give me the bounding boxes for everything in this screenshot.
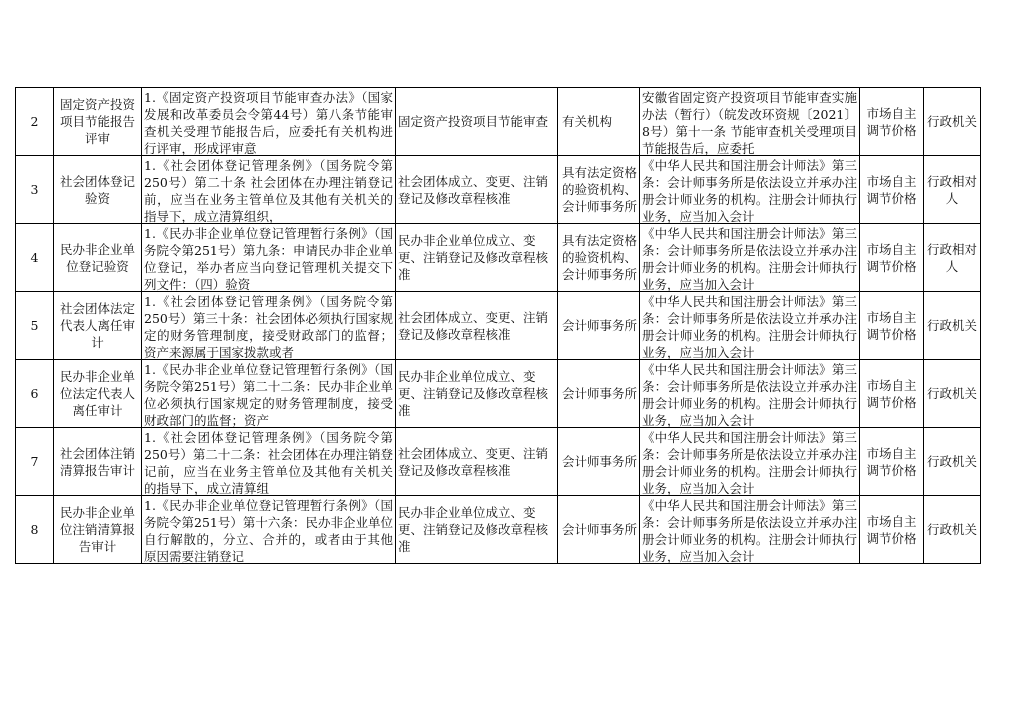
payer-type: 行政机关 xyxy=(926,114,977,129)
table-row xyxy=(16,156,981,224)
approval-project: 社会团体成立、变更、注销登记及修改章程核准 xyxy=(398,173,549,206)
service-provider: 会计师事务所 xyxy=(562,522,637,537)
approval-project-cell xyxy=(396,360,558,428)
item-number: 5 xyxy=(30,318,39,333)
approval-project: 固定资产投资项目节能审查 xyxy=(398,114,549,129)
approval-project-cell xyxy=(396,156,558,224)
approval-project-cell xyxy=(396,292,558,360)
service-provider-cell xyxy=(558,156,640,224)
pricing-method-cell xyxy=(860,292,924,360)
basis-text: 1.《社会团体登记管理条例》（国务院令第250号）第二十条 社会团体在办理注销登记前，应当在业务主管单位及其他有关机关的指导下，成立清算组织， xyxy=(144,157,393,223)
item-number-cell xyxy=(16,88,54,156)
basis-text-cell xyxy=(142,224,396,292)
table-row xyxy=(16,496,981,564)
legal-basis: 《中华人民共和国注册会计师法》第三条：会计师事务所是依法设立并承办注册会计师业务的机构。注册会计师执行业务，应当加入会计 xyxy=(642,497,857,563)
legal-basis: 《中华人民共和国注册会计师法》第三条：会计师事务所是依法设立并承办注册会计师业务的机构。注册会计师执行业务，应当加入会计 xyxy=(642,361,857,427)
legal-basis-cell xyxy=(640,88,860,156)
item-number: 4 xyxy=(30,250,39,265)
service-provider-cell xyxy=(558,428,640,496)
table-row xyxy=(16,360,981,428)
payer-type: 行政机关 xyxy=(926,454,977,469)
payer-type-cell xyxy=(924,428,981,496)
approval-project: 社会团体成立、变更、注销登记及修改章程核准 xyxy=(398,445,549,478)
payer-type-cell xyxy=(924,156,981,224)
legal-basis-cell xyxy=(640,360,860,428)
service-provider: 会计师事务所 xyxy=(562,386,637,401)
pricing-method-cell xyxy=(860,428,924,496)
payer-type-cell xyxy=(924,496,981,564)
service-provider: 会计师事务所 xyxy=(562,318,637,333)
basis-text-cell xyxy=(142,292,396,360)
payer-type: 行政机关 xyxy=(926,522,977,537)
basis-text: 1.《社会团体登记管理条例》（国务院令第250号）第二十二条：社会团体在办理注销登记前，应当在业务主管单位及其他有关机关的指导下，成立清算组 xyxy=(144,429,393,495)
item-number: 3 xyxy=(30,182,39,197)
pricing-method-cell xyxy=(860,496,924,564)
payer-type: 行政机关 xyxy=(926,318,977,333)
table-row xyxy=(16,224,981,292)
item-name: 固定资产投资项目节能报告评审 xyxy=(59,97,135,146)
item-number-cell xyxy=(16,496,54,564)
pricing-method: 市场自主调节价格 xyxy=(866,105,917,138)
basis-text: 1.《民办非企业单位登记管理暂行条例》（国务院令第251号）第九条：申请民办非企业单位登记，举办者应当向登记管理机关提交下列文件：（四）验资 xyxy=(144,225,393,291)
service-provider-cell xyxy=(558,88,640,156)
item-number: 7 xyxy=(30,454,39,469)
basis-text: 1.《民办非企业单位登记管理暂行条例》（国务院令第251号）第二十二条：民办非企业单位必须执行国家规定的财务管理制度，接受财政部门的监督；资产 xyxy=(144,361,393,427)
item-name: 社会团体登记验资 xyxy=(59,173,135,206)
item-name-cell xyxy=(54,292,142,360)
item-number: 8 xyxy=(30,522,39,537)
payer-type: 行政机关 xyxy=(926,386,977,401)
legal-basis: 《中华人民共和国注册会计师法》第三条：会计师事务所是依法设立并承办注册会计师业务的机构。注册会计师执行业务，应当加入会计 xyxy=(642,293,857,359)
item-name-cell xyxy=(54,360,142,428)
table-row xyxy=(16,292,981,360)
item-name: 民办非企业单位法定代表人离任审计 xyxy=(59,369,135,418)
basis-text-cell xyxy=(142,360,396,428)
legal-basis: 《中华人民共和国注册会计师法》第三条：会计师事务所是依法设立并承办注册会计师业务的机构。注册会计师执行业务，应当加入会计 xyxy=(642,429,857,495)
service-provider-cell xyxy=(558,360,640,428)
basis-text: 1.《民办非企业单位登记管理暂行条例》（国务院令第251号）第十六条：民办非企业单位自行解散的，分立、合并的，或者由于其他原因需要注销登记 xyxy=(144,497,393,563)
basis-text-cell xyxy=(142,88,396,156)
service-provider: 有关机构 xyxy=(562,114,613,129)
item-name: 民办非企业单位登记验资 xyxy=(59,241,135,274)
item-number-cell xyxy=(16,292,54,360)
service-provider: 会计师事务所 xyxy=(562,454,637,469)
item-number-cell xyxy=(16,224,54,292)
item-name: 社会团体法定代表人离任审计 xyxy=(59,301,135,350)
basis-text-cell xyxy=(142,496,396,564)
basis-text-cell xyxy=(142,428,396,496)
payer-type: 行政相对人 xyxy=(926,173,977,206)
item-name-cell xyxy=(54,224,142,292)
legal-basis: 安徽省固定资产投资项目节能审查实施办法（暂行）（皖发改环资规〔2021〕8号）第十一条 节能审查机关受理项目节能报告后，应委托 xyxy=(642,89,857,155)
service-provider-cell xyxy=(558,496,640,564)
approval-project: 社会团体成立、变更、注销登记及修改章程核准 xyxy=(398,309,549,342)
item-number: 6 xyxy=(30,386,39,401)
basis-text: 1.《社会团体登记管理条例》（国务院令第250号）第三十条：社会团体必须执行国家规定的财务管理制度，接受财政部门的监督；资产来源属于国家拨款或者 xyxy=(144,293,393,359)
legal-basis-cell xyxy=(640,292,860,360)
approval-project-cell xyxy=(396,428,558,496)
service-provider: 具有法定资格的验资机构、会计师事务所 xyxy=(562,165,637,214)
item-name-cell xyxy=(54,156,142,224)
payer-type-cell xyxy=(924,292,981,360)
legal-basis-cell xyxy=(640,156,860,224)
approval-project-cell xyxy=(396,88,558,156)
payer-type-cell xyxy=(924,360,981,428)
payer-type: 行政相对人 xyxy=(926,241,977,274)
pricing-method: 市场自主调节价格 xyxy=(866,309,917,342)
item-name: 社会团体注销清算报告审计 xyxy=(59,445,135,478)
item-number-cell xyxy=(16,428,54,496)
pricing-method: 市场自主调节价格 xyxy=(866,377,917,410)
legal-basis-cell xyxy=(640,428,860,496)
service-provider-cell xyxy=(558,292,640,360)
pricing-method-cell xyxy=(860,224,924,292)
pricing-method-cell xyxy=(860,88,924,156)
table-row xyxy=(16,428,981,496)
pricing-method: 市场自主调节价格 xyxy=(866,241,917,274)
approval-project: 民办非企业单位成立、变更、注销登记及修改章程核准 xyxy=(398,369,549,418)
approval-project-cell xyxy=(396,224,558,292)
table-row xyxy=(16,88,981,156)
approval-project: 民办非企业单位成立、变更、注销登记及修改章程核准 xyxy=(398,505,549,554)
basis-text: 1.《固定资产投资项目节能审查办法》（国家发展和改革委员会令第44号）第八条节能审查机关受理节能报告后，应委托有关机构进行评审，形成评审意 xyxy=(144,89,393,155)
pricing-method-cell xyxy=(860,360,924,428)
basis-text-cell xyxy=(142,156,396,224)
service-provider-cell xyxy=(558,224,640,292)
legal-basis: 《中华人民共和国注册会计师法》第三条：会计师事务所是依法设立并承办注册会计师业务的机构。注册会计师执行业务，应当加入会计 xyxy=(642,225,857,291)
legal-basis-cell xyxy=(640,496,860,564)
item-name-cell xyxy=(54,496,142,564)
pricing-method: 市场自主调节价格 xyxy=(866,445,917,478)
item-name: 民办非企业单位注销清算报告审计 xyxy=(59,505,135,554)
service-provider: 具有法定资格的验资机构、会计师事务所 xyxy=(562,233,637,282)
pricing-method-cell xyxy=(860,156,924,224)
legal-basis: 《中华人民共和国注册会计师法》第三条：会计师事务所是依法设立并承办注册会计师业务的机构。注册会计师执行业务，应当加入会计 xyxy=(642,157,857,223)
item-number-cell xyxy=(16,360,54,428)
pricing-method: 市场自主调节价格 xyxy=(866,173,917,206)
item-number: 2 xyxy=(30,114,39,129)
payer-type-cell xyxy=(924,88,981,156)
item-name-cell xyxy=(54,88,142,156)
legal-basis-cell xyxy=(640,224,860,292)
approval-project-cell xyxy=(396,496,558,564)
approval-project: 民办非企业单位成立、变更、注销登记及修改章程核准 xyxy=(398,233,549,282)
item-number-cell xyxy=(16,156,54,224)
pricing-method: 市场自主调节价格 xyxy=(866,513,917,546)
service-items-table xyxy=(15,87,981,564)
item-name-cell xyxy=(54,428,142,496)
payer-type-cell xyxy=(924,224,981,292)
